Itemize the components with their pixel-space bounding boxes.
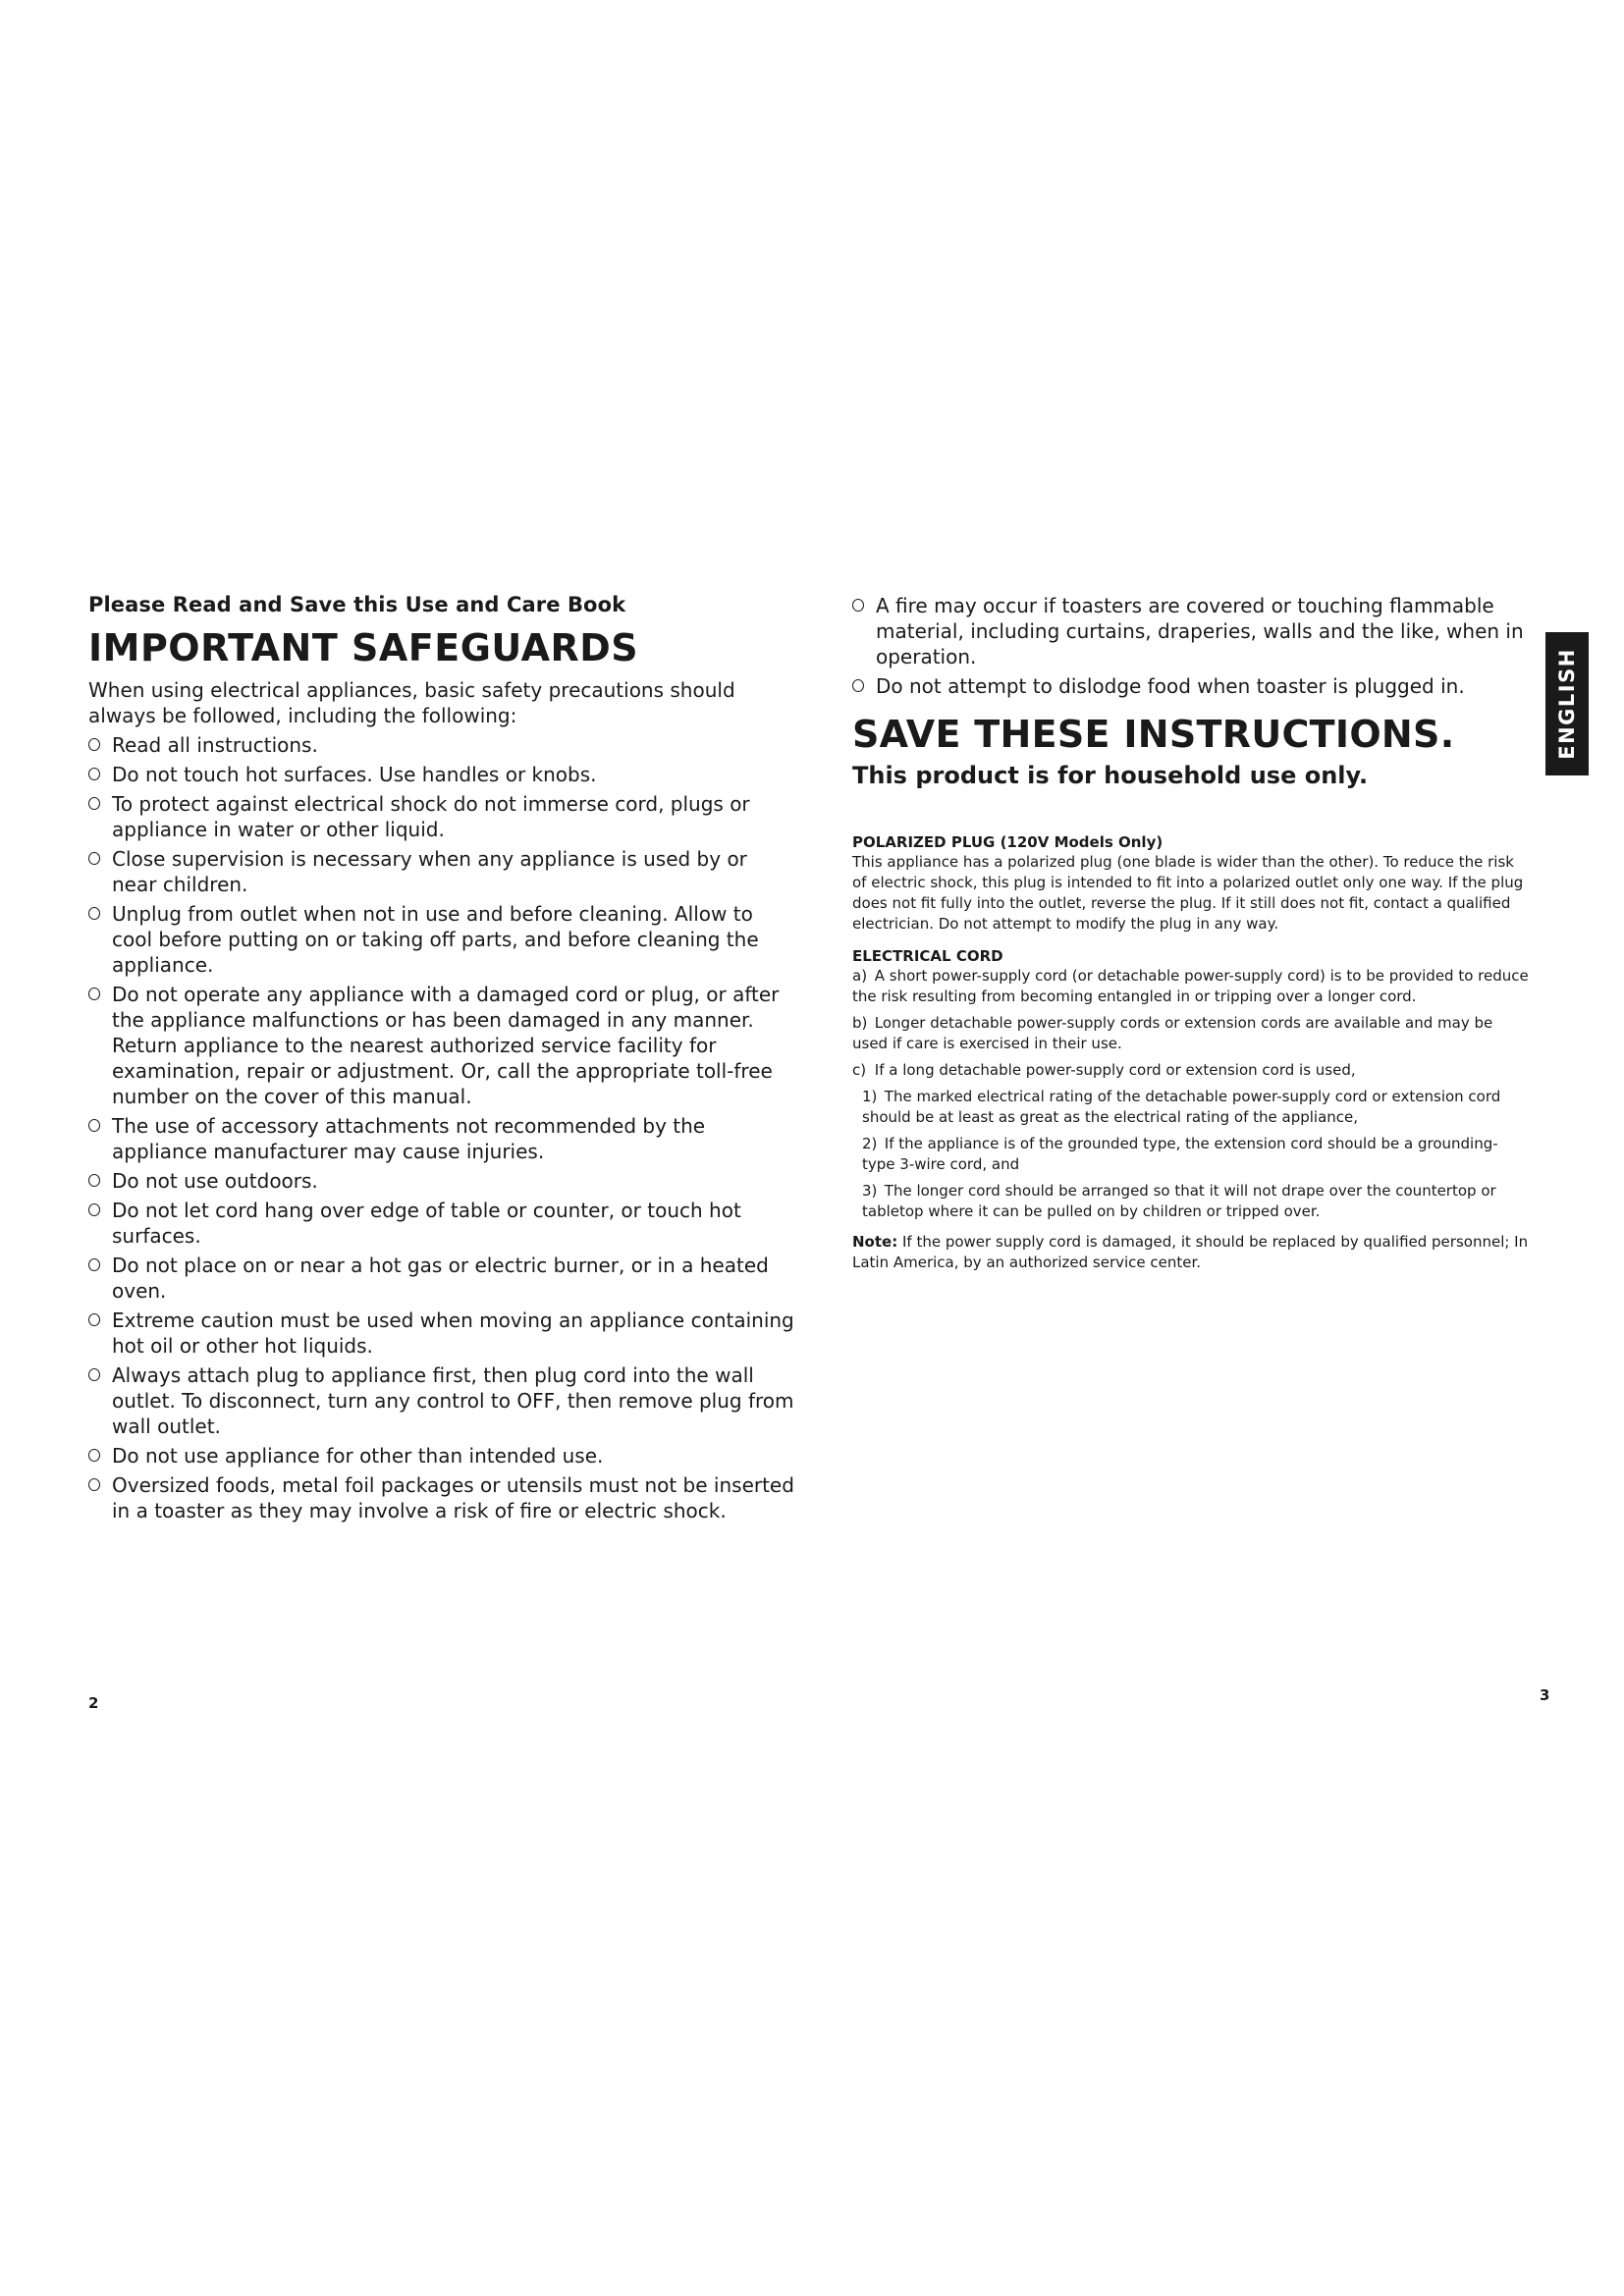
- list-item-text: Extreme caution must be used when moving an appliance containing hot oil or other hot liquids.: [112, 1308, 794, 1358]
- list-item: [88, 1443, 795, 1468]
- list-item-text: A fire may occur if toasters are covered or touching flammable material, including curtains, draperies, walls and the like, when in operation.: [876, 594, 1524, 668]
- circle-bullet-icon: [88, 852, 100, 865]
- left-page: [88, 593, 795, 1527]
- list-item-text: Always attach plug to appliance first, then plug cord into the wall outlet. To disconnect, turn any control to OFF, then remove plug from wall outlet.: [112, 1363, 794, 1438]
- list-item-text: To protect against electrical shock do not immerse cord, plugs or appliance in water or other liquid.: [112, 792, 750, 841]
- right-page: [852, 593, 1530, 1288]
- circle-bullet-icon: [88, 988, 100, 1000]
- polarized-plug-heading: POLARIZED PLUG (120V Models Only): [852, 833, 1164, 851]
- list-item-text: Do not use outdoors.: [112, 1169, 318, 1193]
- circle-bullet-icon: [88, 797, 100, 810]
- list-item: [88, 1472, 795, 1523]
- list-item: [88, 1253, 795, 1304]
- list-marker: 3): [862, 1182, 878, 1200]
- list-marker: 1): [862, 1088, 878, 1105]
- list-item: [852, 1134, 1530, 1175]
- save-instructions-heading: SAVE THESE INSTRUCTIONS.: [852, 713, 1455, 756]
- safeguards-list-continued: [852, 593, 1530, 699]
- list-marker: b): [852, 1014, 868, 1032]
- list-item: [88, 762, 795, 787]
- page-number-right: 3: [1540, 1686, 1550, 1704]
- list-item: [88, 846, 795, 897]
- list-item-text: The longer cord should be arranged so that it will not drape over the countertop or tabletop where it can be pulled on by children or tripped over.: [862, 1182, 1496, 1220]
- list-marker: c): [852, 1061, 867, 1079]
- list-item-text: Do not let cord hang over edge of table or counter, or touch hot surfaces.: [112, 1199, 741, 1248]
- electrical-cord-heading: ELECTRICAL CORD: [852, 947, 1003, 965]
- list-item: [88, 1362, 795, 1439]
- circle-bullet-icon: [88, 907, 100, 920]
- list-item: [88, 901, 795, 978]
- circle-bullet-icon: [88, 738, 100, 751]
- circle-bullet-icon: [88, 1174, 100, 1187]
- page-title-important-safeguards: IMPORTANT SAFEGUARDS: [88, 626, 639, 669]
- list-item-text: A short power-supply cord (or detachable power-supply cord) is to be provided to reduce the risk resulting from becoming entangled in or tripping over a longer cord.: [852, 967, 1529, 1005]
- list-item: [88, 1198, 795, 1249]
- list-item: [852, 1087, 1530, 1128]
- list-item: [88, 982, 795, 1109]
- list-item-text: Close supervision is necessary when any appliance is used by or near children.: [112, 847, 747, 896]
- list-item-text: Do not attempt to dislodge food when toaster is plugged in.: [876, 674, 1465, 698]
- language-tab-label: ENGLISH: [1555, 648, 1579, 760]
- list-marker: a): [852, 967, 868, 985]
- kicker-read-save: Please Read and Save this Use and Care Book: [88, 593, 626, 616]
- list-item-text: The use of accessory attachments not recommended by the appliance manufacturer may cause injuries.: [112, 1114, 706, 1163]
- list-item-text: Do not place on or near a hot gas or electric burner, or in a heated oven.: [112, 1254, 769, 1303]
- list-item-text: Unplug from outlet when not in use and before cleaning. Allow to cool before putting on or taking off parts, and before cleaning the appliance.: [112, 902, 759, 977]
- list-item: [852, 1060, 1530, 1081]
- list-item-text: Read all instructions.: [112, 733, 318, 757]
- list-item-text: Oversized foods, metal foil packages or utensils must not be inserted in a toaster as they may involve a risk of fire or electric shock.: [112, 1473, 794, 1522]
- list-item-text: Do not use appliance for other than intended use.: [112, 1444, 604, 1468]
- safeguards-list: [88, 732, 795, 1523]
- note-text: If the power supply cord is damaged, it should be replaced by qualified personnel; In Latin America, by an authorized service center.: [852, 1233, 1529, 1271]
- list-item: [852, 593, 1530, 669]
- list-item: [88, 1168, 795, 1194]
- list-item: [852, 673, 1530, 699]
- circle-bullet-icon: [88, 1258, 100, 1271]
- list-item: [88, 1113, 795, 1164]
- list-item-text: Longer detachable power-supply cords or extension cords are available and may be used if care is exercised in their use.: [852, 1014, 1493, 1052]
- list-item-text: If a long detachable power-supply cord or extension cord is used,: [874, 1061, 1356, 1079]
- note-label: Note:: [852, 1233, 898, 1251]
- electrical-cord-list: [852, 966, 1530, 1222]
- cord-damage-note: [852, 1232, 1530, 1273]
- list-item: [88, 791, 795, 842]
- list-item: [852, 1013, 1530, 1054]
- list-item: [852, 966, 1530, 1007]
- list-item-text: Do not operate any appliance with a damaged cord or plug, or after the appliance malfunctions or has been damaged in any manner. Return appliance to the nearest authorized service facility for examination, repair or adjustment. Or, call the appropriate toll-free number on the cover of this manual.: [112, 983, 780, 1108]
- list-item-text: Do not touch hot surfaces. Use handles or knobs.: [112, 763, 597, 786]
- household-use-notice: This product is for household use only.: [852, 762, 1369, 789]
- list-item-text: If the appliance is of the grounded type, the extension cord should be a grounding-type 3-wire cord, and: [862, 1135, 1498, 1173]
- circle-bullet-icon: [88, 768, 100, 780]
- list-item: [852, 1181, 1530, 1222]
- circle-bullet-icon: [88, 1119, 100, 1132]
- list-item-text: The marked electrical rating of the detachable power-supply cord or extension cord should be at least as great as the electrical rating of the appliance,: [862, 1088, 1501, 1126]
- page-number-left: 2: [88, 1694, 99, 1712]
- list-item: [88, 1308, 795, 1359]
- list-marker: 2): [862, 1135, 878, 1152]
- circle-bullet-icon: [852, 679, 864, 692]
- intro-paragraph: When using electrical appliances, basic safety precautions should always be followed, including the following:: [88, 678, 735, 727]
- circle-bullet-icon: [88, 1449, 100, 1462]
- circle-bullet-icon: [88, 1478, 100, 1491]
- language-tab: [1545, 632, 1589, 775]
- circle-bullet-icon: [852, 599, 864, 612]
- circle-bullet-icon: [88, 1203, 100, 1216]
- polarized-plug-text: This appliance has a polarized plug (one blade is wider than the other). To reduce the risk of electric shock, this plug is intended to fit into a polarized outlet only one way. If the plug does not fit fully into the outlet, reverse the plug. If it still does not fit, contact a qualified electrician. Do not attempt to modify the plug in any way.: [852, 853, 1524, 933]
- circle-bullet-icon: [88, 1313, 100, 1326]
- list-item: [88, 732, 795, 758]
- circle-bullet-icon: [88, 1368, 100, 1381]
